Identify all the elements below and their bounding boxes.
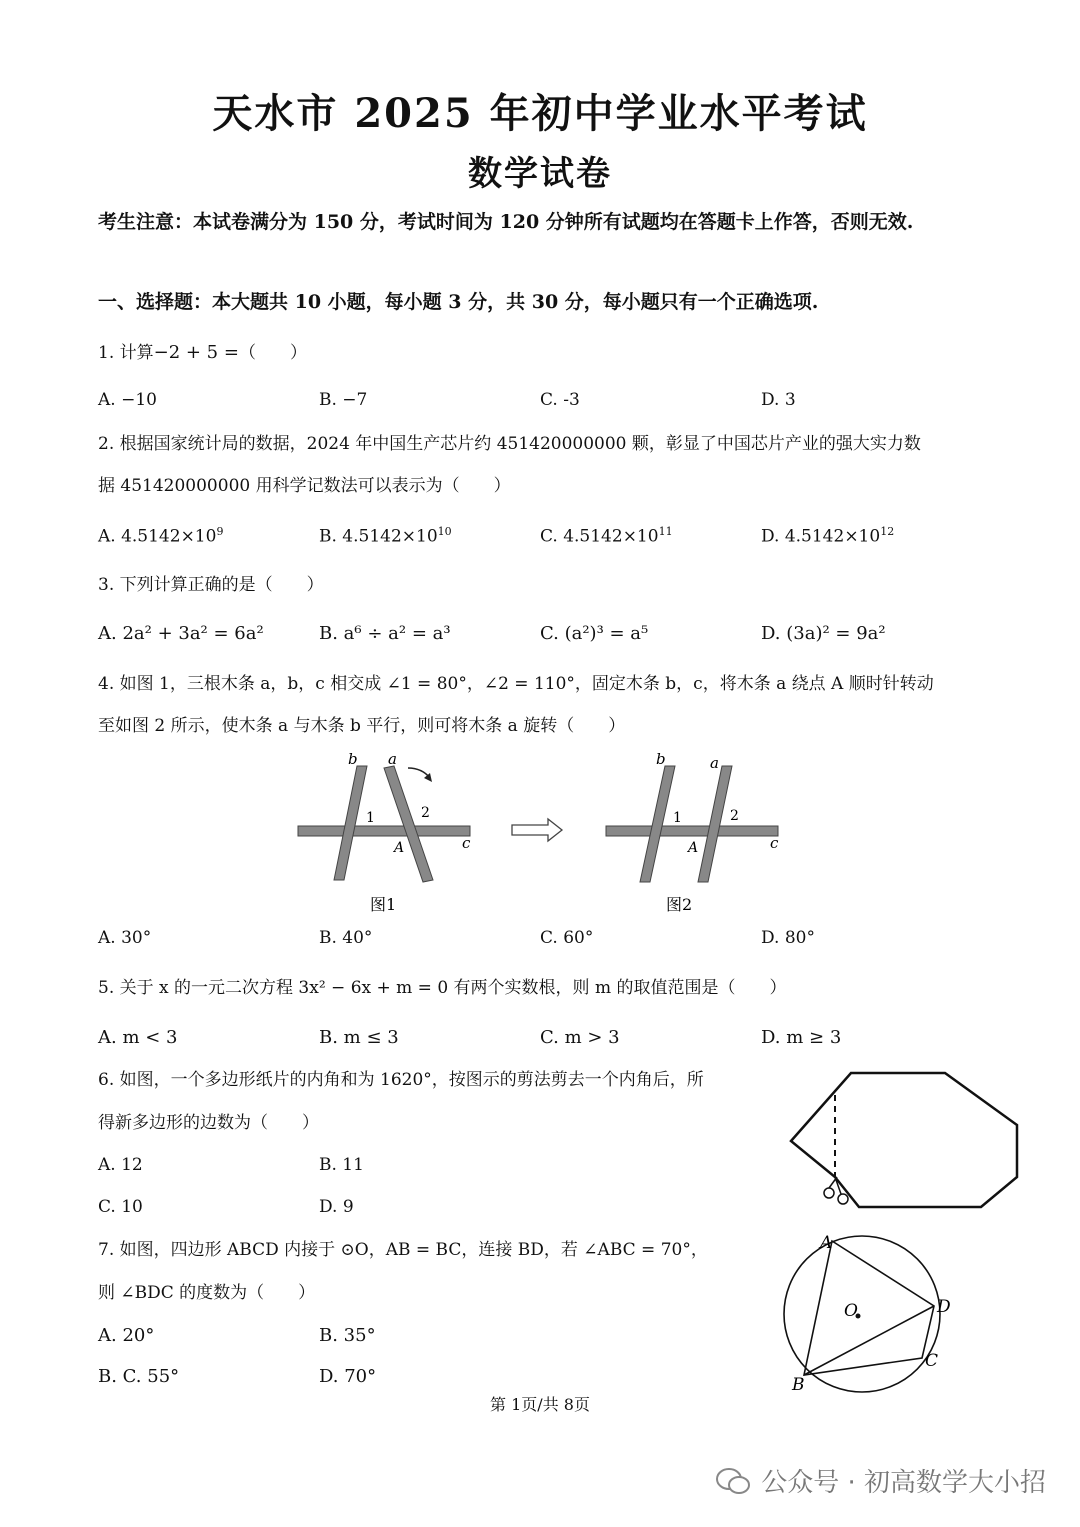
q2-option-a-exp: 9 <box>216 525 224 538</box>
label-angle-1-fig2: 1 <box>673 810 682 826</box>
stick-b-2 <box>640 766 675 882</box>
stick-a-1 <box>384 766 433 882</box>
q2-option-b-exp: 10 <box>437 525 452 538</box>
question-1 <box>98 333 307 373</box>
q2-option-d-base: D. 4.5142×10 <box>761 526 881 547</box>
q6-line-2: 得新多边形的边数为（ ） <box>98 1113 319 1133</box>
q1-option-d: D. 3 <box>761 390 796 410</box>
label-point-a-2: A <box>688 840 699 856</box>
label-angle-2-fig2: 2 <box>730 808 739 824</box>
label-a-2: a <box>710 754 719 772</box>
q3-option-c: C. (a²)³ = a⁵ <box>540 623 649 644</box>
watermark <box>715 1462 1046 1499</box>
q4-option-a: A. 30° <box>98 928 152 948</box>
fig1-caption: 图1 <box>370 895 397 914</box>
q7-option-a: A. 20° <box>98 1325 155 1346</box>
q4-figures <box>290 748 790 918</box>
q7-option-b: B. 35° <box>319 1325 376 1346</box>
label-c-2: c <box>770 834 779 852</box>
q2-option-d <box>761 525 894 547</box>
stick-a-2 <box>698 766 732 882</box>
exam-title: 天水市 2025 年初中学业水平考试 <box>212 90 868 137</box>
q5-stem: 5. 关于 x 的一元二次方程 3x² − 6x + m = 0 有两个实数根，则 m 的取值范围是（ ） <box>98 978 787 998</box>
q3-option-b: B. a⁶ ÷ a² = a³ <box>319 623 451 644</box>
fig2-caption: 图2 <box>666 895 693 914</box>
label-a-1: a <box>388 750 397 768</box>
q2-line-2: 据 451420000000 用科学记数法可以表示为（ ） <box>98 476 511 496</box>
label-c-1: c <box>462 834 471 852</box>
label-o: O <box>844 1301 858 1321</box>
q2-line-1: 2. 根据国家统计局的数据，2024 年中国生产芯片约 451420000000 颗，彰显了中国芯片产业的强大实力数 <box>98 434 921 454</box>
q2-option-c <box>540 525 673 547</box>
q6-option-a: A. 12 <box>98 1155 143 1175</box>
q5-options <box>98 1027 978 1055</box>
q2-option-c-exp: 11 <box>658 525 673 538</box>
wechat-icon <box>715 1467 751 1495</box>
exam-subtitle: 数学试卷 <box>468 154 612 194</box>
q3-stem: 3. 下列计算正确的是（ ） <box>98 575 324 595</box>
q2-option-c-base: C. 4.5142×10 <box>540 526 659 547</box>
quadrilateral-abcd <box>804 1241 934 1375</box>
q7-option-d: D. 70° <box>319 1366 377 1387</box>
q6-polygon-figure <box>785 1065 1030 1215</box>
label-point-a-1: A <box>394 840 405 856</box>
stick-b-1 <box>334 766 367 880</box>
candidate-notice: 考生注意：本试卷满分为 150 分，考试时间为 120 分钟所有试题均在答题卡上作答，否则无效. <box>98 211 914 233</box>
label-b-1: b <box>348 750 358 768</box>
q5-option-d: D. m ≥ 3 <box>761 1027 842 1048</box>
label-b-2: b <box>656 750 666 768</box>
q5-option-b: B. m ≤ 3 <box>319 1027 399 1048</box>
q4-figure-1 <box>298 750 471 914</box>
q4-options <box>98 928 978 956</box>
label-angle-1-fig1: 1 <box>366 810 375 826</box>
segment-bd <box>804 1306 934 1375</box>
q1-stem: 1. 计算 <box>98 343 154 363</box>
arrow-head <box>424 773 432 782</box>
q2-option-b <box>319 525 452 547</box>
q4-option-c: C. 60° <box>540 928 594 948</box>
q6-option-b: B. 11 <box>319 1155 364 1175</box>
page-footer: 第 1页/共 8页 <box>490 1395 590 1414</box>
q2-options <box>98 525 978 553</box>
q1-options <box>98 390 978 418</box>
q4-line-2: 至如图 2 所示，使木条 a 与木条 b 平行，则可将木条 a 旋转（ ） <box>98 716 626 736</box>
q4-option-d: D. 80° <box>761 928 815 948</box>
label-a: A <box>820 1233 833 1253</box>
polygon-outline <box>791 1073 1017 1207</box>
label-d: D <box>937 1297 951 1317</box>
stick-c-2 <box>606 826 778 836</box>
watermark-text: 公众号 · 初高数学大小招 <box>761 1468 1046 1498</box>
q1-expression: −2 + 5 = <box>153 342 239 363</box>
q3-option-d: D. (3a)² = 9a² <box>761 623 886 644</box>
transform-arrow <box>512 819 562 841</box>
q1-option-c: C. -3 <box>540 390 580 410</box>
q2-option-a-base: A. 4.5142×10 <box>98 526 217 547</box>
q6-option-d: D. 9 <box>319 1197 354 1217</box>
stick-c-1 <box>298 826 470 836</box>
q1-option-b: B. −7 <box>319 390 368 410</box>
q7-line-1: 7. 如图，四边形 ABCD 内接于 ⊙O，AB = BC，连接 BD，若 ∠ABC = 70°， <box>98 1240 708 1260</box>
label-b: B <box>792 1375 805 1395</box>
q3-options <box>98 623 978 651</box>
q1-option-a: A. −10 <box>98 390 157 410</box>
q1-blank: （ ） <box>238 343 307 363</box>
q4-line-1: 4. 如图 1，三根木条 a，b，c 相交成 ∠1 = 80°，∠2 = 110°，固定木条 b，c，将木条 a 绕点 A 顺时针转动 <box>98 674 934 694</box>
q5-option-c: C. m > 3 <box>540 1027 620 1048</box>
q3-option-a: A. 2a² + 3a² = 6a² <box>98 623 264 644</box>
label-angle-2-fig1: 2 <box>421 805 430 821</box>
q7-line-2: 则 ∠BDC 的度数为（ ） <box>98 1283 316 1303</box>
q6-line-1: 6. 如图，一个多边形纸片的内角和为 1620°，按图示的剪法剪去一个内角后，所 <box>98 1070 704 1090</box>
q7-circle-figure <box>772 1230 972 1395</box>
q7-option-c: B. C. 55° <box>98 1366 180 1387</box>
q6-option-c: C. 10 <box>98 1197 143 1217</box>
q5-option-a: A. m < 3 <box>98 1027 178 1048</box>
section-heading: 一、选择题：本大题共 10 小题，每小题 3 分，共 30 分，每小题只有一个正确选项. <box>98 291 819 313</box>
label-c: C <box>925 1351 939 1371</box>
q2-option-b-base: B. 4.5142×10 <box>319 526 438 547</box>
q4-figure-2 <box>606 750 779 914</box>
q2-option-a <box>98 525 223 547</box>
q2-option-d-exp: 12 <box>880 525 895 538</box>
q4-option-b: B. 40° <box>319 928 373 948</box>
